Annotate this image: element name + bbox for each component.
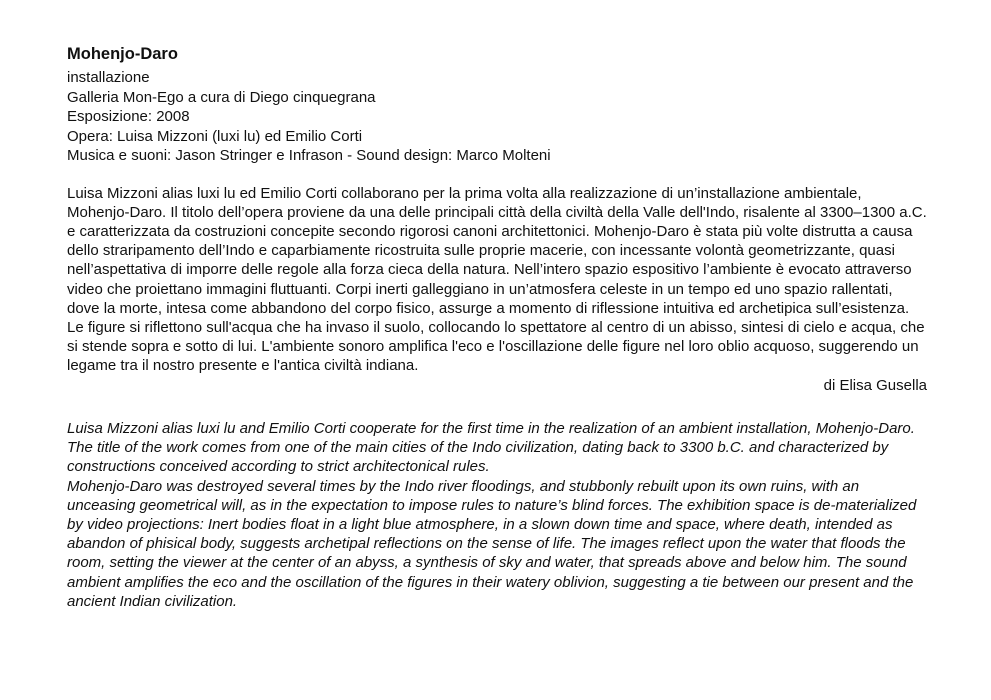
english-description bbox=[67, 419, 927, 611]
credit-exhibition-year: Esposizione: 2008 bbox=[67, 108, 190, 125]
credit-artists: Opera: Luisa Mizzoni (luxi lu) ed Emilio Corti bbox=[67, 127, 363, 145]
credit-music: Musica e suoni: Jason Stringer e Infrason - Sound design: Marco Molteni bbox=[67, 147, 551, 164]
document-page bbox=[67, 43, 927, 611]
credit-gallery: Galleria Mon-Ego a cura di Diego cinquegrana bbox=[67, 88, 376, 106]
author-signature: di Elisa Gusella bbox=[823, 376, 927, 394]
credits-block bbox=[67, 68, 927, 166]
document-title: Mohenjo-Daro bbox=[67, 45, 178, 63]
italian-paragraph: Luisa Mizzoni alias luxi lu ed Emilio Corti collaborano per la prima volta alla realizzazione di un’installazione ambientale, Mohenjo-Daro. Il titolo dell’opera proviene da una delle principali città della civiltà della Valle dell'Indo, risalente al 3300–1300 a.C. e caratterizzata da costruzioni concepite secondo rigorosi canoni architettonici. Mohenjo-Daro è stata più volte distrutta a causa dello straripamento dell’Indo e caparbiamente ricostruita sulle proprie macerie, con incessante volontà geometrizzante, quasi nell’aspettativa di imporre delle regole alla forza cieca della natura. Nell’intero spazio espositivo l’ambiente è evocato attraverso video che proiettano immagini fluttuanti. Corpi inerti galleggiano in un’atmosfera celeste in un tempo ed uno spazio rallentati, dove la morte, intesa come abbandono del corpo fisico, assurge a momento di riflessione intuitiva ed archetipica sull’esistenza. Le figure si riflettono sull'acqua che ha invaso il suolo, collocando lo spettatore al centro di un abisso, sintesi di cielo e acqua, che si stende sopra e sotto di lui. L'ambiente sonoro amplifica l'eco e l'oscillazione delle figure nel loro oblio acquoso, suggerendo un legame tra il nostro presente e l'antica civiltà indiana. bbox=[67, 184, 927, 375]
english-paragraph-2: Mohenjo-Daro was destroyed several times by the Indo river floodings, and stubbonly rebuilt upon its own ruins, with an unceasing geometrical will, as in the expectation to impose rules to nature’s blind forces. The exhibition space is de-materialized by video projections: Inert bodies float in a light blue atmosphere, in a slown down time and space, where death, intended as abandon of phisical body, suggests archetipal reflections on the sense of life. The images reflect upon the water that floods the room, setting the viewer at the center of an abyss, a synthesis of sky and water, that spreads above and below him. The sound ambient amplifies the eco and the oscillation of the figures in their watery oblivion, suggesting a tie between our present and the ancient Indian civilization. bbox=[67, 477, 917, 610]
italian-description bbox=[67, 184, 927, 396]
english-paragraph-1: Luisa Mizzoni alias luxi lu and Emilio Corti cooperate for the first time in the realization of an ambient installation, Mohenjo-Daro. The title of the work comes from one of the main cities of the Indo civilization, dating back to 3300 b.C. and characterized by constructions conceived according to strict architectonical rules. bbox=[67, 420, 915, 476]
credit-type: installazione bbox=[67, 69, 150, 86]
